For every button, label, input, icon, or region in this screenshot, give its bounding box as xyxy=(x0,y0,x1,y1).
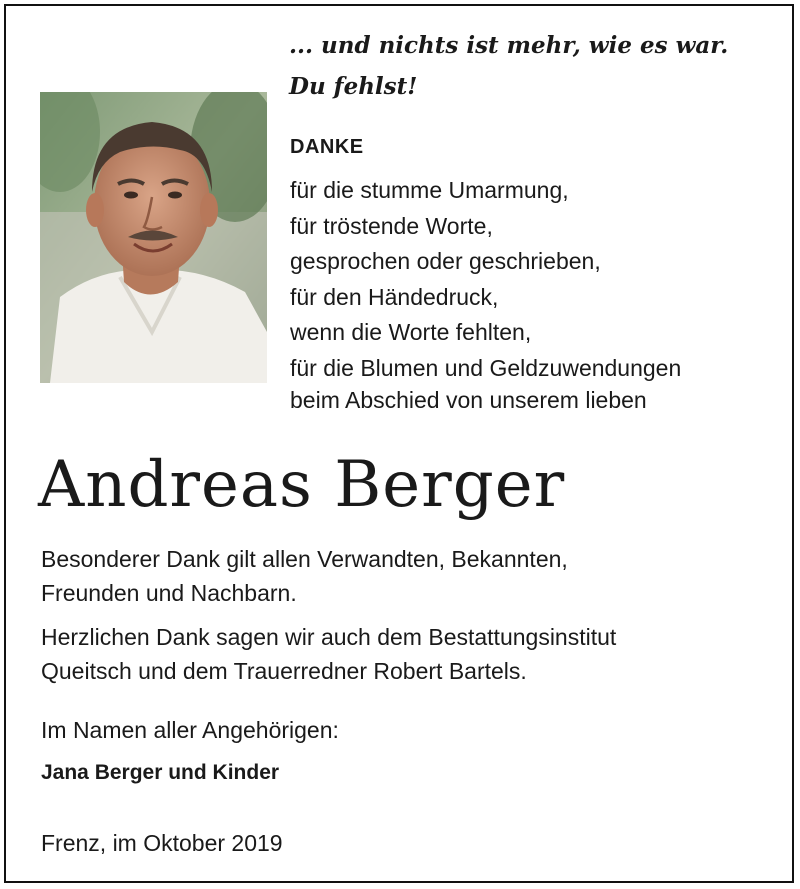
on-behalf-line: Im Namen aller Angehörigen: xyxy=(41,717,339,743)
institution-thanks-line: Queitsch und dem Trauerredner Robert Bartels. xyxy=(41,658,527,684)
special-thanks-paragraph xyxy=(41,542,568,610)
place-date: Frenz, im Oktober 2019 xyxy=(41,830,283,856)
thanks-line: für den Händedruck, xyxy=(290,283,499,310)
thanks-line: für tröstende Worte, xyxy=(290,212,493,239)
portrait-photo xyxy=(40,92,267,383)
thanks-line: wenn die Worte fehlten, xyxy=(290,319,532,345)
thanks-heading: DANKE xyxy=(290,136,364,158)
deceased-name: Andreas Berger xyxy=(38,448,566,522)
thanks-line: für die stumme Umarmung, xyxy=(290,177,569,203)
thanks-list xyxy=(290,173,681,386)
motto-line-2: Du fehlst! xyxy=(289,73,418,100)
thanks-line: gesprochen oder geschrieben, xyxy=(290,248,601,274)
institution-thanks-line: Herzlichen Dank sagen wir auch dem Bestattungsinstitut xyxy=(41,624,617,650)
special-thanks-line: Besonderer Dank gilt allen Verwandten, Bekannten, xyxy=(41,546,568,572)
signer-name: Jana Berger und Kinder xyxy=(41,761,280,784)
institution-thanks-paragraph xyxy=(41,620,616,688)
motto-line-1: ... und nichts ist mehr, wie es war. xyxy=(289,32,729,59)
special-thanks-line: Freunden und Nachbarn. xyxy=(41,580,297,606)
farewell-line: beim Abschied von unserem lieben xyxy=(290,387,647,413)
thanks-line: für die Blumen und Geldzuwendungen xyxy=(290,354,682,381)
